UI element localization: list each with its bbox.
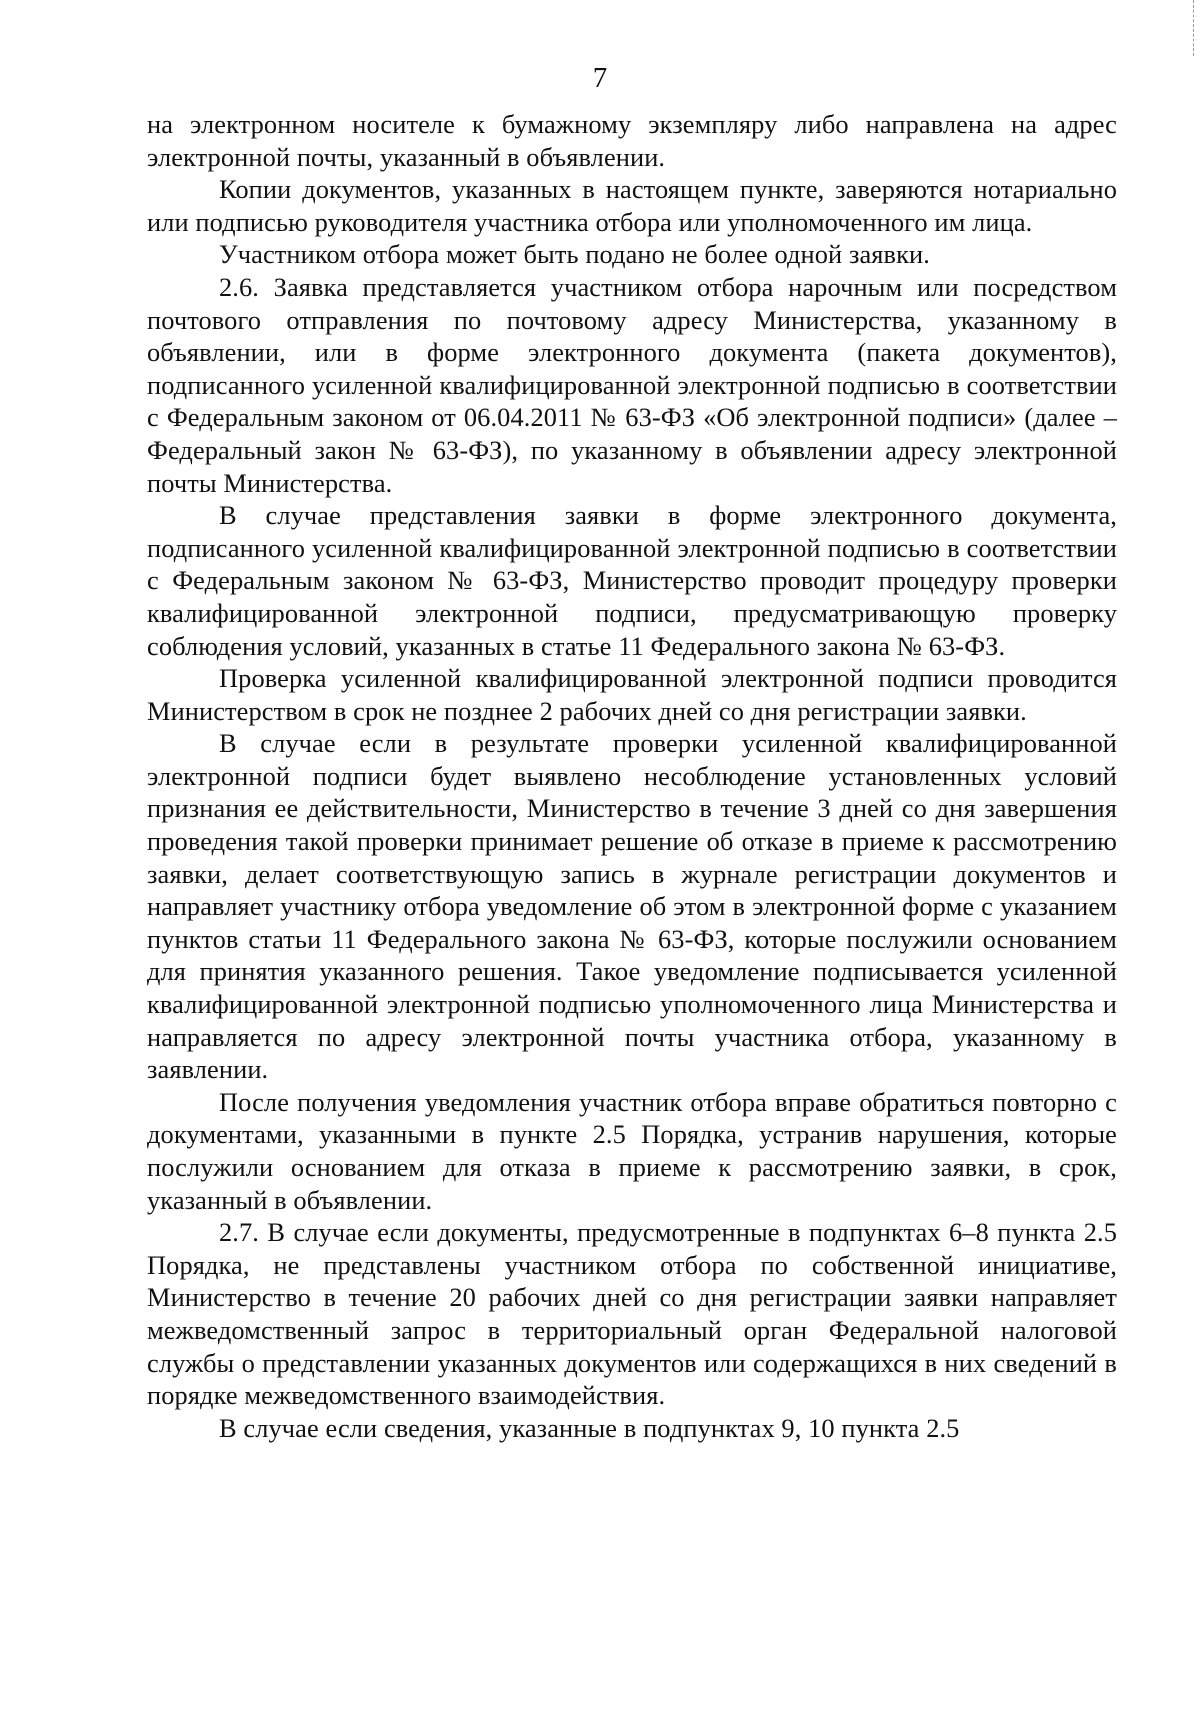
scan-edge-mark: [1192, 0, 1194, 56]
paragraph-one-application: Участником отбора может быть подано не более одной заявки.: [219, 239, 930, 270]
page-number: 7: [592, 62, 608, 94]
paragraph-clause-2-6: 2.6. Заявка представляется участником отбора нарочным или посредством почтового отправления по почтовому адресу Министерства, указанному в объявлении, или в форме электронного документа (пакета документов), подписанного усиленной квалифицированной электронной подписью в соответствии с Федеральным законом от 06.04.2011 № 63-ФЗ «Об электронной подписи» (далее – Федеральный закон № 63-ФЗ), по указанному в объявлении адресу электронной почты Министерства.: [147, 271, 1117, 498]
paragraph-clause-2-7: 2.7. В случае если документы, предусмотренные в подпунктах 6–8 пункта 2.5 Порядка, не представлены участником отбора по собственной инициативе, Министерство в течение 20 рабочих дней со дня регистрации заявки направляет межведомственный запрос в территориальный орган Федеральной налоговой службы о представлении указанных документов или содержащихся в них сведений в порядке межведомственного взаимодействия.: [147, 1217, 1117, 1411]
paragraph-signature-check: Проверка усиленной квалифицированной электронной подписи проводится Министерством в срок не позднее 2 рабочих дней со дня регистрации заявки.: [147, 663, 1117, 726]
paragraph-continuation: на электронном носителе к бумажному экземпляру либо направлена на адрес электронной почты, указанный в объявлении.: [147, 109, 1117, 172]
document-body: [147, 108, 1117, 1444]
paragraph-electronic-document: В случае представления заявки в форме электронного документа, подписанного усиленной квалифицированной электронной подписью в соответствии с Федеральным законом № 63-ФЗ, Министерство проводит процедуру проверки квалифицированной электронной подписи, предусматривающую проверку соблюдения условий, указанных в статье 11 Федерального закона № 63-ФЗ.: [147, 500, 1117, 661]
paragraph-resubmission: После получения уведомления участник отбора вправе обратиться повторно с документами, указанными в пункте 2.5 Порядка, устранив нарушения, которые послужили основанием для отказа в приеме к рассмотрению заявки, в срок, указанный в объявлении.: [147, 1086, 1117, 1215]
paragraph-last-line: В случае если сведения, указанные в подпунктах 9, 10 пункта 2.5: [219, 1412, 960, 1443]
paragraph-copies: Копии документов, указанных в настоящем пункте, заверяются нотариально или подписью руководителя участника отбора или уполномоченного им лица.: [147, 174, 1117, 237]
paragraph-noncompliance: В случае если в результате проверки усиленной квалифицированной электронной подписи будет выявлено несоблюдение установленных условий признания ее действительности, Министерство в течение 3 дней со дня завершения проведения такой проверки принимает решение об отказе в приеме к рассмотрению заявки, делает соответствующую запись в журнале регистрации документов и направляет участнику отбора уведомление об этом в электронной форме с указанием пунктов статьи 11 Федерального закона № 63-ФЗ, которые послужили основанием для принятия указанного решения. Такое уведомление подписывается усиленной квалифицированной электронной подписью уполномоченного лица Министерства и направляется по адресу электронной почты участника отбора, указанному в заявлении.: [147, 728, 1117, 1085]
